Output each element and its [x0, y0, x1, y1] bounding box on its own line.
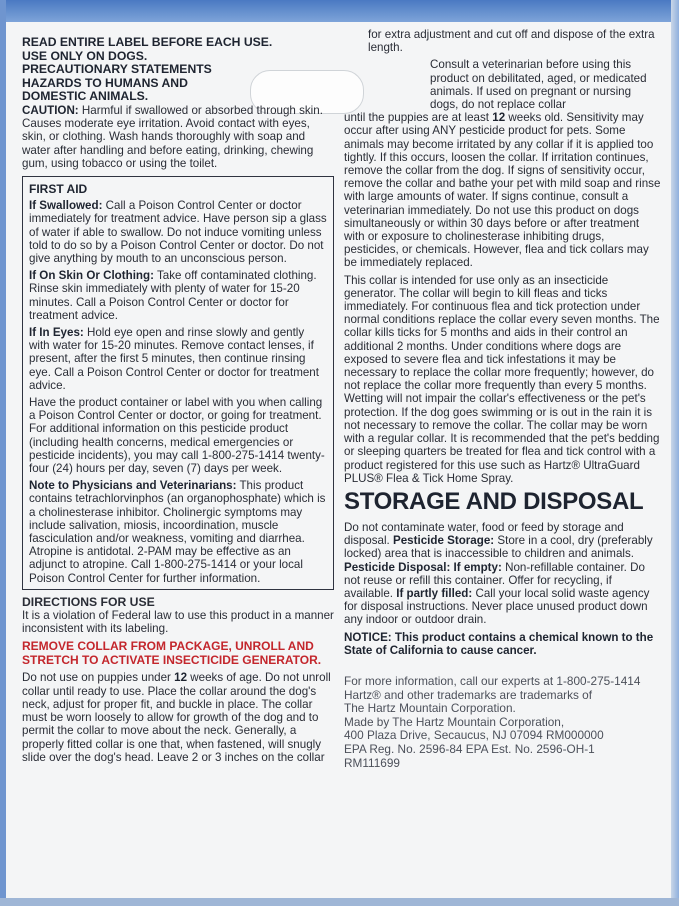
- pesticide-disposal-text: Non-refillable container. Do not reuse or refill this container. Offer for recycling, if available.: [344, 560, 645, 600]
- header-line: HAZARDS TO HUMANS AND: [22, 75, 188, 90]
- pesticide-storage-text: Store in a cool, dry (preferably locked) area that is inaccessible to children and animals.: [344, 534, 653, 561]
- storage-disposal-title: STORAGE AND DISPOSAL: [344, 487, 644, 515]
- puppies-text-a: Do not use on puppies under: [22, 671, 175, 685]
- manufacturer-footer: [344, 675, 662, 770]
- if-in-eyes-label: If In Eyes:: [29, 326, 84, 340]
- directions-title: DIRECTIONS FOR USE: [22, 594, 155, 609]
- physicians-note-text: This product contains tetrachlorvinphos (an organophosphate) which is a cholinesterase inhibitor. Cholinergic symptoms may include salivation, miosis, incoordination, muscle fasciculation and/or weakness, vomiting and diarrhea. Atropine is antidotal. 2-PAM may be effective as an adjunct to atropine. Call 1-800-275-1414 or your local Poison Control Center for further information.: [29, 479, 326, 585]
- caution-text: Harmful if swallowed or absorbed through skin. Causes moderate eye irritation. Avoid contact with eyes, skin, or clothing. Wash hands thoroughly with soap and water after handling and before eating, drinking, chewing gum, using tobacco or using the toilet.: [22, 103, 323, 170]
- box-top-edge: [0, 0, 679, 22]
- partly-filled-text: Call your local solid waste agency for disposal instructions. Never place unused product down any indoor or outdoor drain.: [344, 586, 650, 627]
- puppies-directions: [22, 671, 334, 763]
- partly-filled-label: If partly filled:: [396, 586, 473, 600]
- consult-text-c: weeks old. Sensitivity may occur after using ANY pesticide product for pets. Some animals may become irritated by any collar if it is applied too tightly. If this occurs, loosen the collar. If irritation continues, remove the collar from the dog. If signs of sensitivity occur, remove the collar and bathe your pet with mild soap and rinse with large amounts of water. If signs continue, consult a veterinarian immediately. Do not use this product on dogs simultaneously or within 30 days before or after treatment with or exposure to cholinesterase inhibiting drugs, pesticides, or chemicals. However, flea and tick collars may be immediately replaced.: [344, 111, 661, 270]
- caution-paragraph: [22, 104, 334, 170]
- caution-label: CAUTION:: [22, 103, 79, 117]
- left-column: [22, 36, 334, 768]
- extra-length-text: for extra adjustment and cut off and dispose of the extra length.: [368, 28, 655, 55]
- box-left-edge: [0, 0, 6, 906]
- consult-vet-text: Consult a veterinarian before using this product on debilitated, aged, or medicated animals. If used on pregnant or nursing dogs, do not replace collar: [430, 58, 647, 112]
- if-on-skin-text: Take off contaminated clothing. Rinse skin immediately with plenty of water for 15-20 minutes. Call a Poison Control Center or doctor for treatment advice.: [29, 269, 317, 322]
- if-in-eyes-text: Hold eye open and rinse slowly and gently with water for 15-20 minutes. Remove contact lenses, if present, after the first 5 minutes, then continue rinsing eye. Call a Poison Control Center or doctor for treatment advice.: [29, 326, 319, 392]
- container-advice: Have the product container or label with you when calling a Poison Control Center or doctor, or going for treatment. For additional information on this pesticide product (including health concerns, medical emergencies or pesticide incidents), you may call 1-800-275-1414 twenty-four (24) hours per day, seven (7) days per week.: [29, 396, 325, 476]
- box-bottom-edge: [0, 898, 679, 906]
- header-line: PRECAUTIONARY STATEMENTS: [22, 62, 212, 77]
- if-swallowed-text: Call a Poison Control Center or doctor immediately for treatment advice. Have person sip a glass of water if able to swallow. Do not induce vomiting unless told to do so by a Poison Control Center or doctor. Do not give anything by mouth to an unconscious person.: [29, 199, 327, 265]
- if-swallowed: [29, 199, 327, 265]
- physicians-note-label: Note to Physicians and Veterinarians:: [29, 479, 237, 493]
- physicians-note: [29, 479, 327, 585]
- epa-line: EPA Reg. No. 2596-84 EPA Est. No. 2596-OH-1: [344, 741, 595, 756]
- header-line: READ ENTIRE LABEL BEFORE EACH USE.: [22, 35, 273, 49]
- pesticide-disposal-label: Pesticide Disposal: If empty:: [344, 560, 502, 574]
- label-header: [22, 36, 334, 104]
- experts-phone: For more information, call our experts at 1-800-275-1414: [344, 673, 641, 688]
- header-line: USE ONLY ON DOGS.: [22, 48, 148, 63]
- consult-weeks: 12: [492, 111, 506, 125]
- insecticide-generator-text: This collar is intended for use only as an insecticide generator. The collar will begin to kill fleas and ticks immediately. For continuous flea and tick protection under normal conditions replace the collar every seven months. The collar kills ticks for 5 months and aids in their control an additional 2 months. Under conditions where dogs are exposed to severe flea and tick infestations it may be necessary to replace the collar more frequently; however, do not replace the collar more frequently than every 5 months. Wetting will not impair the collar's effectiveness or the pet's protection. If the dog goes swimming or is out in the rain it is not necessary to remove the collar. The collar may be worn with a regular collar. It is recommended that the pet's bedding or sleeping quarters be treated for flea and tick control with a product registered for this use such as Hartz® UltraGuard PLUS® Flea & Tick Home Spray.: [344, 273, 660, 485]
- corp-line: The Hartz Mountain Corporation.: [344, 701, 516, 716]
- first-aid-title: FIRST AID: [29, 181, 88, 196]
- sensitivity-text: [344, 111, 662, 269]
- pesticide-storage-label: Pesticide Storage:: [392, 534, 495, 548]
- address-line: 400 Plaza Drive, Secaucus, NJ 07094 RM000000: [344, 728, 604, 743]
- if-in-eyes: [29, 326, 327, 392]
- if-on-skin-label: If On Skin Or Clothing:: [29, 269, 154, 283]
- consult-text-b: until the puppies are at least: [344, 111, 493, 125]
- remove-collar-warning: REMOVE COLLAR FROM PACKAGE, UNROLL AND STRETCH TO ACTIVATE INSECTICIDE GENERATOR.: [22, 639, 322, 668]
- box-right-edge: [671, 0, 679, 906]
- puppies-text-b: weeks of age. Do not unroll collar until ready to use. Place the collar around the dog's neck, adjust for proper fit, and buckle in place. The collar must be worn loosely to allow for growth of the dog and to permit the collar to move about the neck. Generally, a properly fitted collar is one that, when fastened, will snugly slide over the dog's head. Leave 2 or 3 inches on the collar: [22, 671, 331, 764]
- rm-code: RM111699: [344, 755, 400, 770]
- if-on-skin: [29, 269, 327, 322]
- if-swallowed-label: If Swallowed:: [29, 199, 103, 213]
- storage-intro: Do not contaminate water, food or feed by storage and disposal.: [344, 520, 624, 548]
- made-by-line: Made by The Hartz Mountain Corporation,: [344, 714, 565, 729]
- trademark-line: Hartz® and other trademarks are trademarks of: [344, 687, 593, 702]
- federal-law-text: It is a violation of Federal law to use this product in a manner inconsistent with its labeling.: [22, 609, 334, 636]
- prop65-notice: NOTICE: This product contains a chemical known to the State of California to cause cancer.: [344, 630, 654, 657]
- header-line: DOMESTIC ANIMALS.: [22, 89, 149, 104]
- right-column: [344, 28, 662, 770]
- first-aid-box: [22, 176, 334, 590]
- puppies-weeks: 12: [174, 671, 188, 685]
- storage-paragraph: [344, 521, 662, 627]
